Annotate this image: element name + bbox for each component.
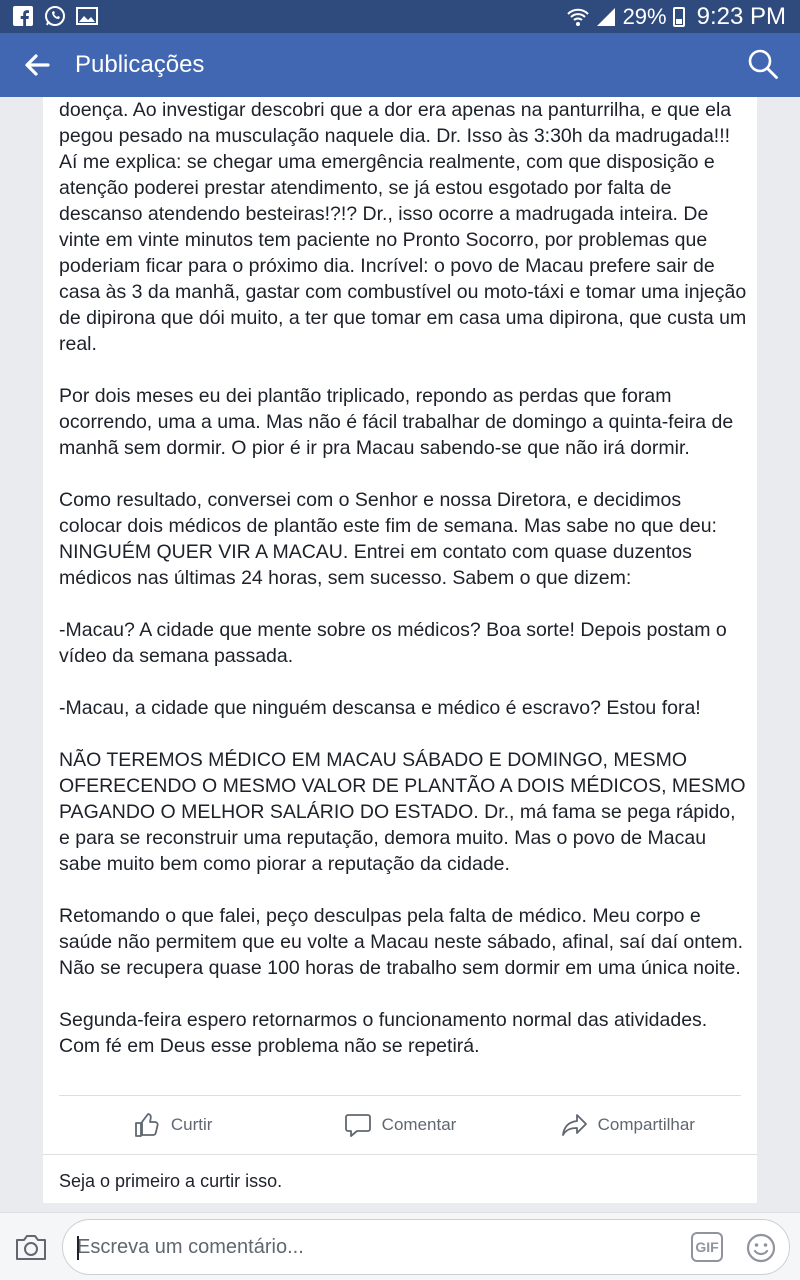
wifi-icon: [567, 6, 589, 28]
post-paragraph: Segunda-feira espero retornarmos o funcionamento normal das atividades. Com fé em Deus esse problema não se repetirá.: [59, 1009, 708, 1057]
battery-percent: 29%: [622, 4, 667, 29]
text-cursor: [77, 1236, 79, 1260]
comment-input-box[interactable]: [62, 1219, 790, 1275]
facebook-icon: [12, 5, 34, 27]
whatsapp-icon: [44, 5, 66, 27]
app-bar: [0, 33, 800, 97]
search-icon[interactable]: [746, 47, 780, 81]
post-paragraph: doença. Ao investigar descobri que a dor era apenas na panturrilha, e que ela pegou pesado na musculação naquele dia. Dr. Isso às 3:30h da madrugada!!! Aí me explica: se chegar uma emergência realmente, com que disposição e atenção poderei prestar atendimento, se já estou esgotado por falta de descanso atendendo besteiras!?!? Dr., isso ocorre a madrugada inteira. De vinte em vinte minutos tem paciente no Pronto Socorro, por problemas que poderiam ficar para o próximo dia. Incrível: o povo de Macau prefere sair de casa às 3 da manhã, gastar com combustível ou moto-táxi e tomar uma injeção de dipirona que dói muito, a ter que tomar em casa uma dipirona, que custa um real.: [59, 99, 747, 355]
share-arrow-icon: [560, 1111, 588, 1139]
camera-icon[interactable]: [14, 1231, 48, 1263]
likes-summary: Seja o primeiro a curtir isso.: [59, 1171, 283, 1191]
like-button[interactable]: [59, 1096, 286, 1153]
status-bar: [0, 0, 800, 33]
clock: 9:23 PM: [696, 3, 786, 30]
signal-icon: [595, 6, 617, 28]
page-title: Publicações: [75, 51, 205, 78]
back-arrow-icon[interactable]: [22, 50, 52, 80]
gif-button[interactable]: GIF: [691, 1232, 723, 1262]
post-actions: [59, 1095, 741, 1153]
emoji-icon[interactable]: [745, 1232, 777, 1264]
comment-button[interactable]: [286, 1096, 513, 1153]
comment-bubble-icon: [344, 1111, 372, 1139]
status-left-icons: [12, 5, 98, 27]
post-paragraph: -Macau? A cidade que mente sobre os médicos? Boa sorte! Depois postam o vídeo da semana passada.: [59, 619, 727, 667]
share-label: Compartilhar: [597, 1114, 695, 1134]
battery-icon: [673, 7, 685, 27]
post-paragraph: -Macau, a cidade que ninguém descansa e médico é escravo? Estou fora!: [59, 697, 701, 719]
comment-input[interactable]: [77, 1220, 677, 1274]
gallery-icon: [76, 5, 98, 27]
comment-label: Comentar: [381, 1114, 457, 1134]
thumbs-up-icon: [133, 1111, 161, 1139]
post-paragraph: Por dois meses eu dei plantão triplicado, repondo as perdas que foram ocorrendo, uma a uma. Mas não é fácil trabalhar de domingo a quinta-feira de manhã sem dormir. O pior é ir pra Macau sabendo-se que não irá dormir.: [59, 385, 734, 459]
post-paragraph: NÃO TEREMOS MÉDICO EM MACAU SÁBADO E DOMINGO, MESMO OFERECENDO O MESMO VALOR DE PLANTÃO A DOIS MÉDICOS, MESMO PAGANDO O MELHOR SALÁRIO DO ESTADO. Dr., má fama se pega rápido, e para se reconstruir uma reputação, demora muito. Mas o povo de Macau sabe muito bem como piorar a reputação da cidade.: [59, 749, 746, 875]
post-paragraph: Retomando o que falei, peço desculpas pela falta de médico. Meu corpo e saúde não permitem que eu volte a Macau neste sábado, afinal, saí daí ontem. Não se recupera quase 100 horas de trabalho sem dormir em uma única noite.: [59, 905, 744, 979]
post-card: [43, 97, 757, 1203]
post-paragraph: Como resultado, conversei com o Senhor e nossa Diretora, e decidimos colocar dois médicos de plantão este fim de semana. Mas sabe no que deu: NINGUÉM QUER VIR A MACAU. Entrei em contato com quase duzentos médicos nas últimas 24 horas, sem sucesso. Sabem o que dizem:: [59, 489, 717, 589]
status-right: [567, 3, 786, 31]
post-body: [59, 97, 749, 1059]
divider: [43, 1154, 757, 1155]
share-button[interactable]: [514, 1096, 741, 1153]
like-label: Curtir: [170, 1114, 213, 1134]
comment-composer: [0, 1212, 800, 1280]
